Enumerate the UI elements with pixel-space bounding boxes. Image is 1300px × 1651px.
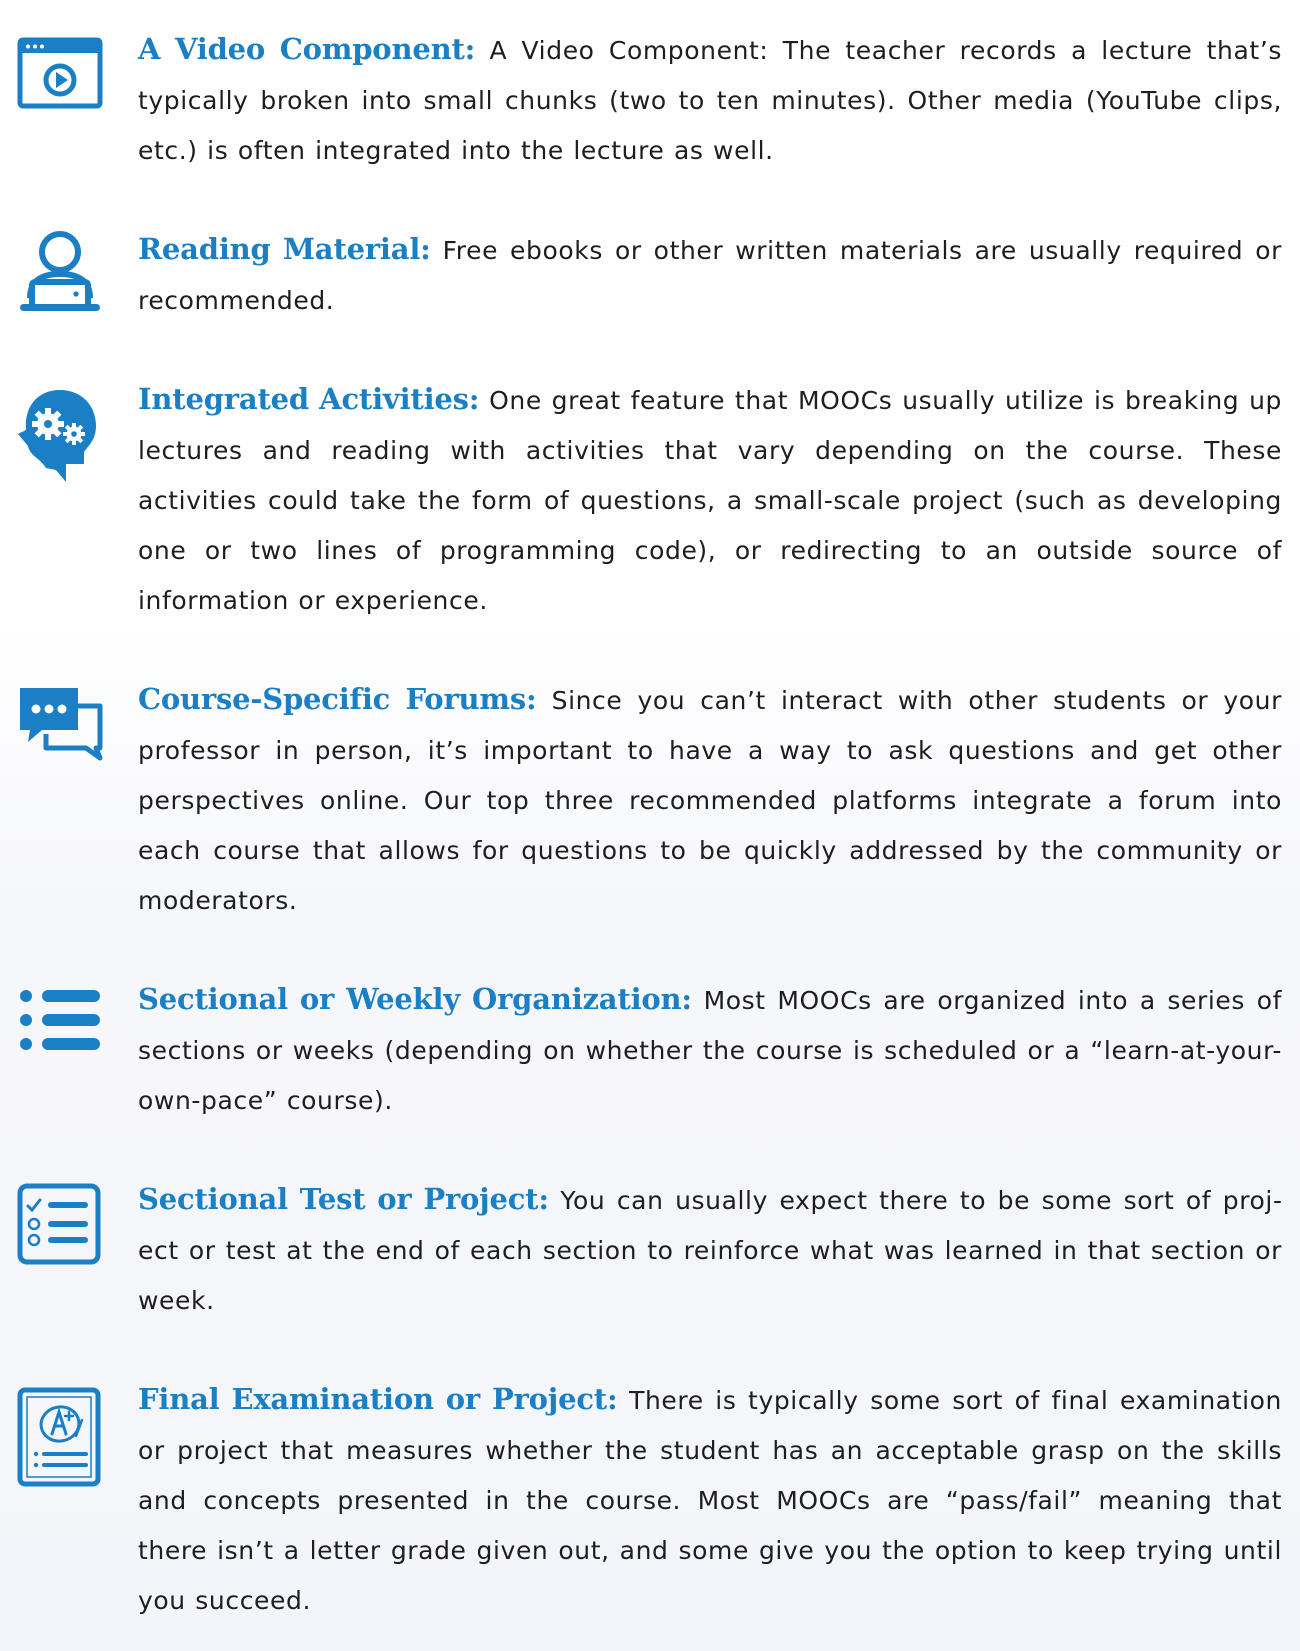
reader-laptop-icon bbox=[16, 226, 104, 314]
item-text bbox=[138, 1374, 1282, 1626]
item-heading: Reading Material: bbox=[138, 232, 431, 266]
graded-exam-icon bbox=[16, 1386, 104, 1488]
item-heading: Integrated Activities: bbox=[138, 382, 480, 416]
item-text bbox=[138, 374, 1282, 626]
item-text bbox=[138, 1174, 1282, 1326]
item-heading: Course-Specific Forums: bbox=[138, 682, 537, 716]
item-text bbox=[138, 974, 1282, 1126]
item-heading: Sectional Test or Project: bbox=[138, 1182, 549, 1216]
item-heading: A Video Component: bbox=[138, 32, 476, 66]
item-body: One great feature that MOOCs usually utilize is breaking up lectures and reading with activities that vary depending on the course. These activities could take the form of questions, a small-scale project (such as developing one or two lines of programming code), or redirecting to an outside source of information or experience. bbox=[138, 386, 1282, 615]
item-text bbox=[138, 224, 1282, 326]
item-heading: Sectional or Weekly Organization: bbox=[138, 982, 692, 1016]
checklist-icon bbox=[16, 1182, 104, 1270]
item-body: Most MOOCs are organized into a series of sections or weeks (depending on whether the course is scheduled or a “learn-at-your-own-pace” course). bbox=[138, 986, 1282, 1115]
item-text bbox=[138, 24, 1282, 176]
chat-bubbles-icon bbox=[16, 678, 104, 766]
list-icon bbox=[16, 978, 104, 1066]
item-heading: Final Examination or Project: bbox=[138, 1382, 618, 1416]
item-body: Since you can’t interact with other students or your professor in person, it’s important to have a way to ask questions and get other perspectives online. Our top three recommended platforms integrate a forum into each course that allows for questions to be quickly addressed by the community or moderators. bbox=[138, 686, 1282, 915]
item-text bbox=[138, 674, 1282, 926]
head-gears-icon bbox=[16, 386, 104, 486]
item-body: A Video Component: The teacher records a lecture that’s typically broken into small chunks (two to ten minutes). Other media (YouTube clips, etc.) is often integrated into the lecture as well. bbox=[138, 36, 1282, 165]
item-body: There is typically some sort of final examination or project that measures whether the student has an acceptable grasp on the skills and concepts presented in the course. Most MOOCs are “pass/fail” meaning that there isn’t a letter grade given out, and some give you the option to keep trying until you succeed. bbox=[138, 1386, 1282, 1615]
video-player-icon bbox=[16, 30, 104, 118]
item-body: Free ebooks or other written materials are usually required or recommended. bbox=[138, 236, 1282, 315]
item-body: You can usually expect there to be some sort of project or test at the end of each section to reinforce what was learned in that section or week. bbox=[138, 1186, 1282, 1315]
